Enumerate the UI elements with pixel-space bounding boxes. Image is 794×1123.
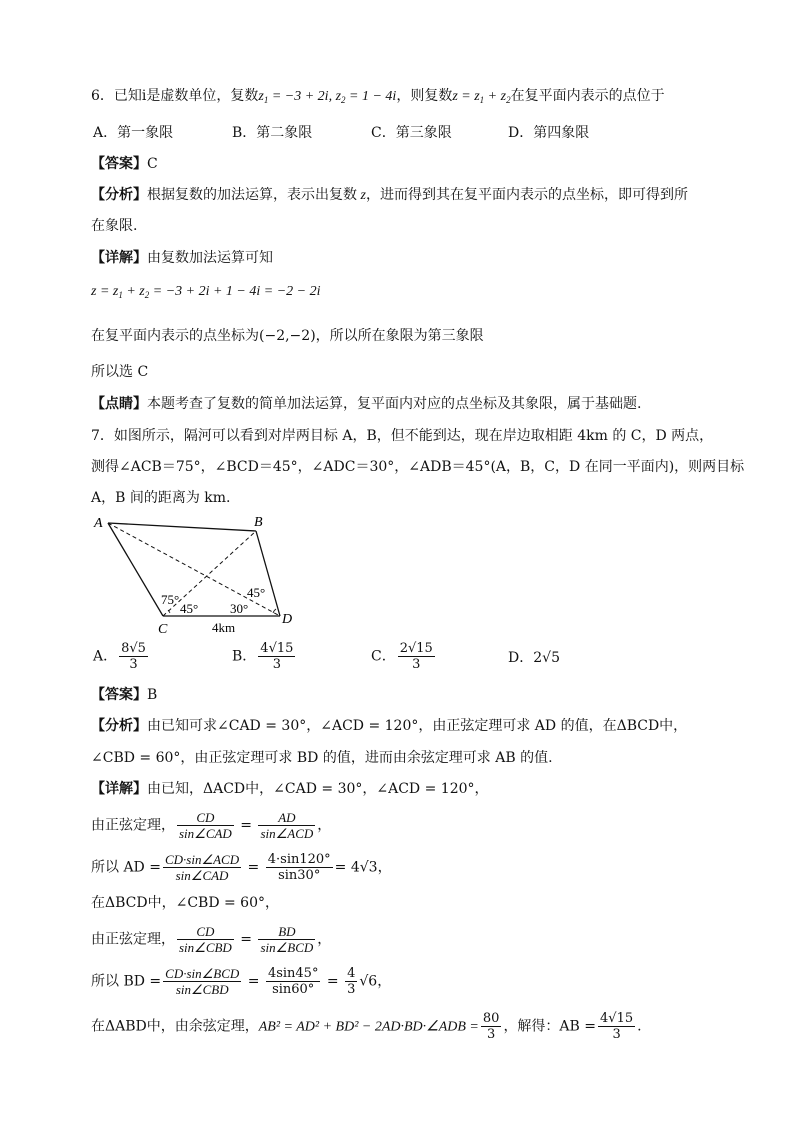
q6-z-def: $z = z_1 + z_2$	[452, 89, 511, 105]
point-coord: (−2,−2)	[259, 328, 316, 344]
answer-tag: 【答案】	[91, 687, 147, 703]
q6-stem-text: 6．已知i是虚数单位，复数	[91, 88, 259, 104]
analysis-tag: 【分析】	[91, 187, 147, 203]
q7-stem-line1: 7．如图所示，隔河可以看到对岸两目标 A，B，但不能到达，现在岸边取相距 4km 的 C，D 两点，	[91, 428, 714, 444]
answer-value: C	[147, 156, 158, 172]
detail-text: 由已知，ΔACD中，∠CAD = 30°，∠ACD = 120°，	[147, 781, 489, 797]
q7-law-of-sines-1: 由正弦定理， $\frac{CD}{\text{sin∠CAD}}$ = $\frac{AD}{\text{sin∠ACD}}$ ，	[91, 810, 332, 841]
frac-num: 80	[482, 1011, 500, 1026]
frac-den: 3	[412, 657, 421, 672]
q7-analysis-line2: ∠CBD = 60°，由正弦定理可求 BD 的值，进而由余弦定理可求 AB 的值.	[91, 750, 553, 766]
q6-detail-line1	[91, 248, 273, 268]
frac-num: 4·sin120°	[267, 852, 331, 867]
q6-option-c: C．第三象限	[371, 125, 452, 141]
option-label: B．	[232, 648, 257, 665]
analysis-tag: 【分析】	[91, 718, 147, 734]
q7-option-a	[93, 641, 150, 672]
q6-detail-equation: $z = z_1 + z_2 = -3 + 2i + 1 - 4i = -2 - 2i$	[91, 284, 321, 300]
frac-num: 4√15	[260, 641, 294, 656]
q6-analysis-line2: 在象限.	[91, 218, 138, 234]
option-label: C．	[371, 648, 396, 665]
label-d: D	[282, 612, 293, 627]
option-d-value: 2√5	[533, 650, 560, 666]
q6-option-a: A．第一象限	[93, 125, 174, 141]
q6-detail-line4: 所以选 C	[91, 364, 149, 380]
q6-stem-text-3: 在复平面内表示的点位于	[510, 88, 665, 104]
label-c: C	[158, 622, 168, 637]
frac-den: 3	[612, 1027, 621, 1042]
label-a: A	[94, 516, 103, 531]
q7-law-of-cosines: 在ΔABD中，由余弦定理，AB² = AD² + BD² − 2AD·BD·∠ADB = $\frac{80}{3}$ ，解得：AB = $\frac{4√15}{3}$ .	[91, 1011, 642, 1042]
q7-option-d	[508, 648, 560, 668]
q6-detail-line3	[91, 326, 484, 346]
analysis-text: 根据复数的加法运算，表示出复数	[147, 187, 357, 203]
q6-analysis-line1: 【分析】根据复数的加法运算，表示出复数 z，进而得到其在复平面内表示的点坐标，即可得到所	[91, 187, 688, 203]
frac-num: CD·sin∠ACD	[164, 852, 240, 867]
detail-tag: 【详解】	[91, 250, 147, 266]
segment-ac	[108, 523, 163, 616]
q7-stem-line3: A，B 间的距离为 km.	[91, 490, 231, 506]
q6-stem	[91, 86, 665, 110]
frac-den: sin∠CBD	[179, 940, 232, 955]
frac-num: 8√5	[121, 641, 146, 656]
q6-comment	[91, 394, 641, 414]
frac-den: sin∠CAD	[179, 826, 232, 841]
so-bd-text: 所以 BD =	[91, 973, 162, 990]
option-label: D．	[508, 650, 534, 666]
frac-num: 4sin45°	[267, 966, 319, 981]
frac-den: 3	[487, 1027, 496, 1042]
frac-den: sin60°	[272, 982, 315, 997]
q6-stem-text-2: ，则复数	[396, 88, 453, 104]
detail-eq-text: = −3 + 2i + 1 − 4i = −2 − 2i	[152, 284, 321, 299]
detail-tag: 【详解】	[91, 781, 147, 797]
frac-den: 3	[272, 657, 281, 672]
q7-detail-line1	[91, 779, 489, 799]
q7-option-c	[371, 641, 437, 672]
q7-bd-calc: 所以 BD = $\frac{\text{CD·sin∠BCD}}{\text{sin∠CBD}}$ = $\frac{4\sin 45^\circ}{\sin 60^\circ}$ = $\frac{4}{3}$ √6，	[91, 966, 392, 997]
angle-label-45-c: 45°	[180, 601, 199, 616]
angle-arc-d	[273, 609, 276, 613]
frac-num: AD	[258, 810, 315, 826]
q6-answer	[91, 154, 158, 174]
frac-num: BD	[258, 924, 315, 940]
frac-den: sin∠ACD	[260, 826, 314, 841]
ad-result: = 4√3，	[334, 859, 392, 876]
q6-option-d: D．第四象限	[508, 125, 590, 141]
q7-bcd-line: 在ΔBCD中，∠CBD = 60°，	[91, 895, 279, 911]
frac-den: 3	[129, 657, 138, 672]
frac-num: 4√15	[600, 1011, 634, 1026]
law-text: 由正弦定理，	[91, 817, 175, 834]
option-label: A．	[93, 648, 118, 665]
answer-tag: 【答案】	[91, 156, 147, 172]
detail-text: 由复数加法运算可知	[147, 250, 273, 266]
angle-label-75: 75°	[161, 592, 180, 607]
frac-num: 4	[347, 966, 356, 981]
frac-num: CD	[177, 810, 234, 826]
abd-text: 在ΔABD中，由余弦定理，	[91, 1018, 259, 1035]
angle-label-45-d: 45°	[247, 585, 266, 600]
abd-equation: AB² = AD² + BD² − 2AD·BD·∠ADB =	[258, 1019, 479, 1035]
frac-den: sin30°	[278, 868, 321, 883]
answer-value: B	[147, 687, 158, 703]
bd-result: √6，	[359, 973, 392, 990]
q7-ad-calc: 所以 AD = $\frac{\text{CD·sin∠ACD}}{\text{sin∠CAD}}$ = $\frac{4\cdot\sin 120^\circ}{\sin 30^\circ}$ = 4√3，	[91, 852, 392, 883]
q7-figure	[90, 510, 305, 638]
angle-label-30: 30°	[230, 601, 249, 616]
so-ad-text: 所以 AD =	[91, 859, 161, 876]
detail-text-3b: ，所以所在象限为第三象限	[315, 328, 484, 344]
frac-num: CD·sin∠BCD	[165, 966, 240, 981]
comment-tag: 【点睛】	[91, 396, 147, 412]
frac-den: 3	[347, 982, 356, 997]
segment-bd	[256, 531, 280, 616]
frac-den: sin∠BCD	[260, 940, 314, 955]
frac-den: sin∠CBD	[175, 982, 229, 997]
q7-option-b	[232, 641, 297, 672]
q6-z1-def: $z_1 = -3 + 2i$, $z_2 = 1 - 4i$	[258, 89, 397, 105]
q7-law-of-sines-2: 由正弦定理， $\frac{CD}{\text{sin∠CBD}}$ = $\frac{BD}{\text{sin∠BCD}}$ ，	[91, 924, 332, 955]
detail-text-3: 在复平面内表示的点坐标为	[91, 328, 259, 344]
law-text: 由正弦定理，	[91, 931, 175, 948]
q7-stem-line2: 测得∠ACB＝75°，∠BCD＝45°，∠ADC＝30°，∠ADB＝45°(A，B，C，D 在同一平面内)，则两目标	[91, 459, 745, 475]
q7-analysis-line1	[91, 716, 687, 736]
segment-ab	[108, 523, 256, 531]
solve-text: ，解得：AB =	[503, 1018, 597, 1035]
frac-num: CD	[177, 924, 234, 940]
label-b: B	[254, 515, 263, 530]
q7-answer	[91, 685, 157, 705]
analysis-text-2: ，进而得到其在复平面内表示的点坐标，即可得到所	[365, 187, 688, 203]
comment-text: 本题考查了复数的简单加法运算，复平面内对应的点坐标及其象限，属于基础题.	[147, 396, 642, 412]
q6-option-b: B．第二象限	[232, 125, 313, 141]
analysis-text: 由已知可求∠CAD = 30°，∠ACD = 120°，由正弦定理可求 AD 的值，在ΔBCD中，	[147, 718, 688, 734]
frac-num: 2√15	[399, 641, 433, 656]
frac-den: sin∠CAD	[175, 868, 229, 883]
length-label: 4km	[212, 620, 236, 635]
